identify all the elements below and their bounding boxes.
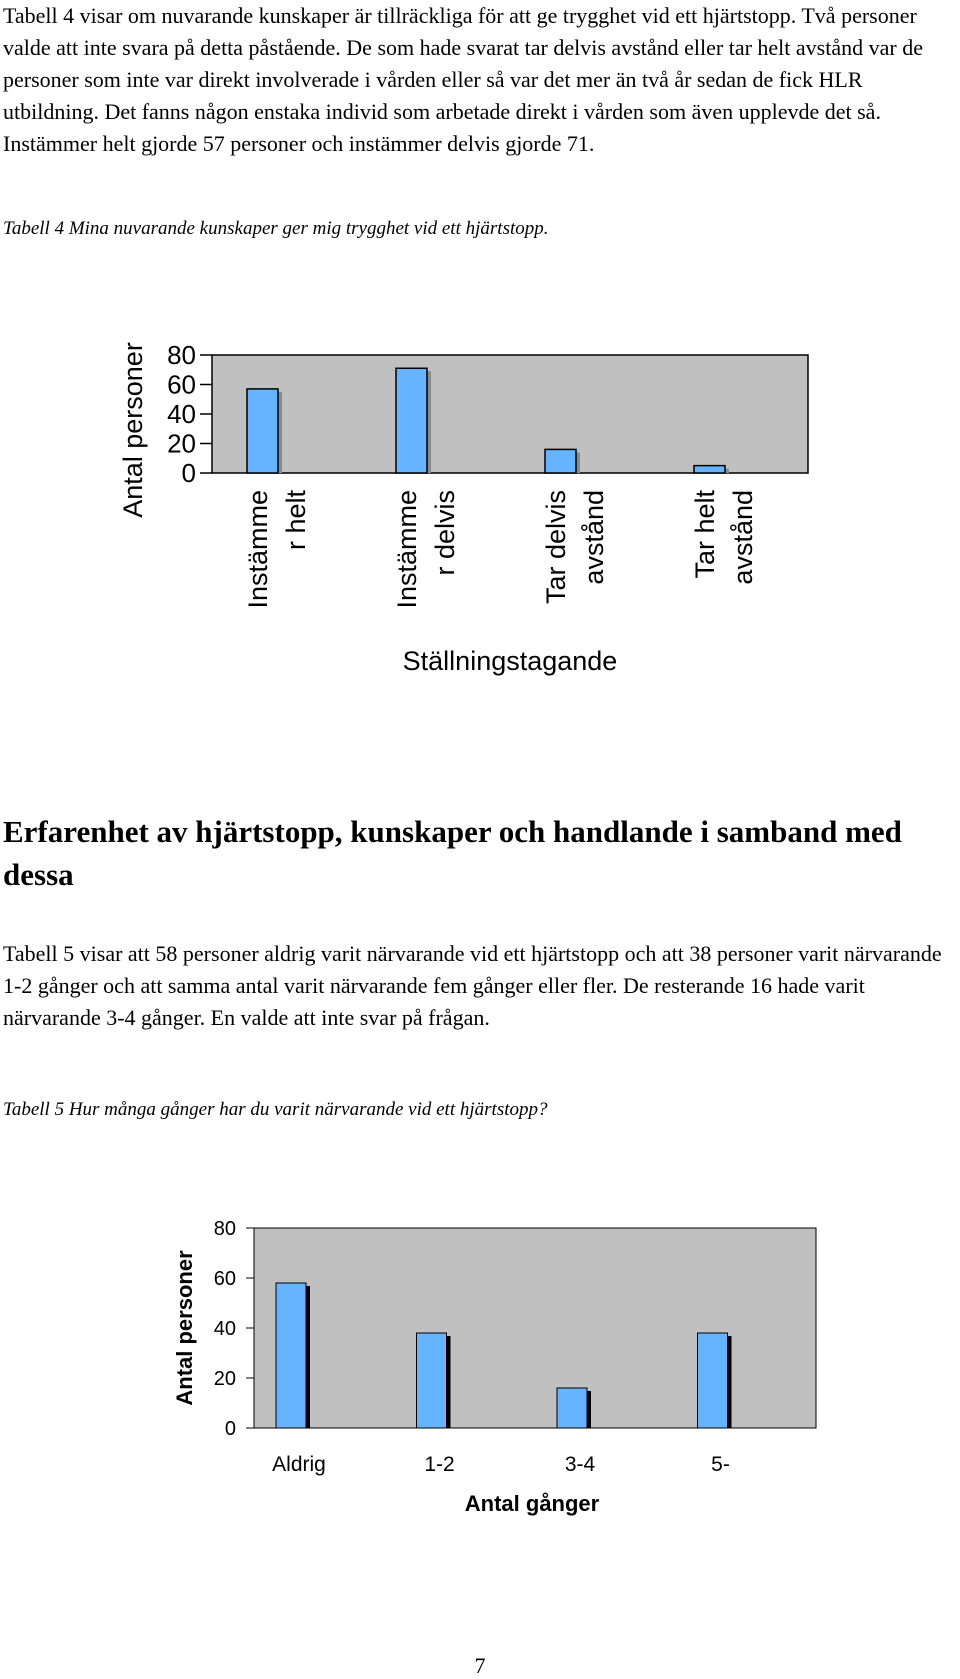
category-label: r helt: [281, 490, 311, 551]
chart-trygghet: [0, 318, 960, 788]
bar: [545, 449, 576, 473]
bar: [698, 1333, 728, 1428]
y-tick-label: 80: [213, 1218, 236, 1240]
y-tick-label: 60: [213, 1268, 236, 1290]
y-tick-label: 60: [167, 369, 196, 400]
category-label: r delvis: [430, 490, 460, 576]
x-axis-label: Antal gånger: [464, 1491, 600, 1516]
y-axis-label: Antal personer: [118, 342, 148, 518]
category-label: Tar helt: [690, 490, 720, 579]
category-label: 3-4: [564, 1453, 596, 1476]
y-tick-label: 20: [213, 1368, 236, 1390]
table5-caption: Tabell 5 Hur många gånger har du varit närvarande vid ett hjärtstopp?: [3, 1099, 548, 1120]
bar: [276, 1283, 306, 1428]
table4-caption: Tabell 4 Mina nuvarande kunskaper ger mig trygghet vid ett hjärtstopp.: [3, 218, 549, 239]
section-heading: Erfarenhet av hjärtstopp, kunskaper och handlande i samband med dessa: [3, 814, 902, 892]
plot-area: [254, 1228, 816, 1428]
y-tick-label: 80: [167, 340, 196, 370]
category-label: Instämme: [243, 490, 273, 609]
plot-area: [212, 355, 808, 473]
x-axis-label: Ställningstagande: [402, 646, 618, 676]
bar: [396, 368, 427, 473]
category-label: avstånd: [579, 490, 609, 585]
y-tick-label: 20: [167, 428, 196, 459]
paragraph-intro: Tabell 4 visar om nuvarande kunskaper är tillräckliga för att ge trygghet vid ett hjärtstopp. Två personer valde att inte svara på detta påstående. De som hade svarat tar delvis avstånd eller tar helt avstånd var de personer som inte var direkt involverade i vården eller så var det mer än två år sedan de fick HLR utbildning. Det fanns någon enstaka individ som arbetade direkt i vården som även upplevde det så. Instämmer helt gjorde 57 personer och instämmer delvis gjorde 71.: [3, 3, 923, 156]
y-tick-label: 0: [181, 458, 196, 488]
category-label: 1-2: [424, 1453, 455, 1476]
bar: [247, 389, 278, 473]
category-label: Instämme: [392, 490, 422, 609]
chart-narvarande: [0, 1198, 960, 1618]
page-number: 7: [474, 1653, 486, 1678]
paragraph-table5: Tabell 5 visar att 58 personer aldrig varit närvarande vid ett hjärtstopp och att 38 personer varit närvarande 1-2 gånger och att samma antal varit närvarande fem gånger eller fler. De resterande 16 hade varit närvarande 3-4 gånger. En valde att inte svar på frågan.: [3, 941, 942, 1030]
bar: [557, 1388, 587, 1428]
category-label: avstånd: [728, 490, 758, 585]
y-tick-label: 0: [224, 1418, 236, 1440]
y-axis-label: Antal personer: [172, 1250, 197, 1406]
bar: [694, 466, 725, 473]
category-label: Tar delvis: [541, 490, 571, 605]
y-tick-label: 40: [167, 399, 196, 429]
bar: [417, 1333, 447, 1428]
category-label: 5-: [711, 1453, 730, 1476]
category-label: Aldrig: [272, 1453, 326, 1476]
y-tick-label: 40: [213, 1318, 236, 1340]
